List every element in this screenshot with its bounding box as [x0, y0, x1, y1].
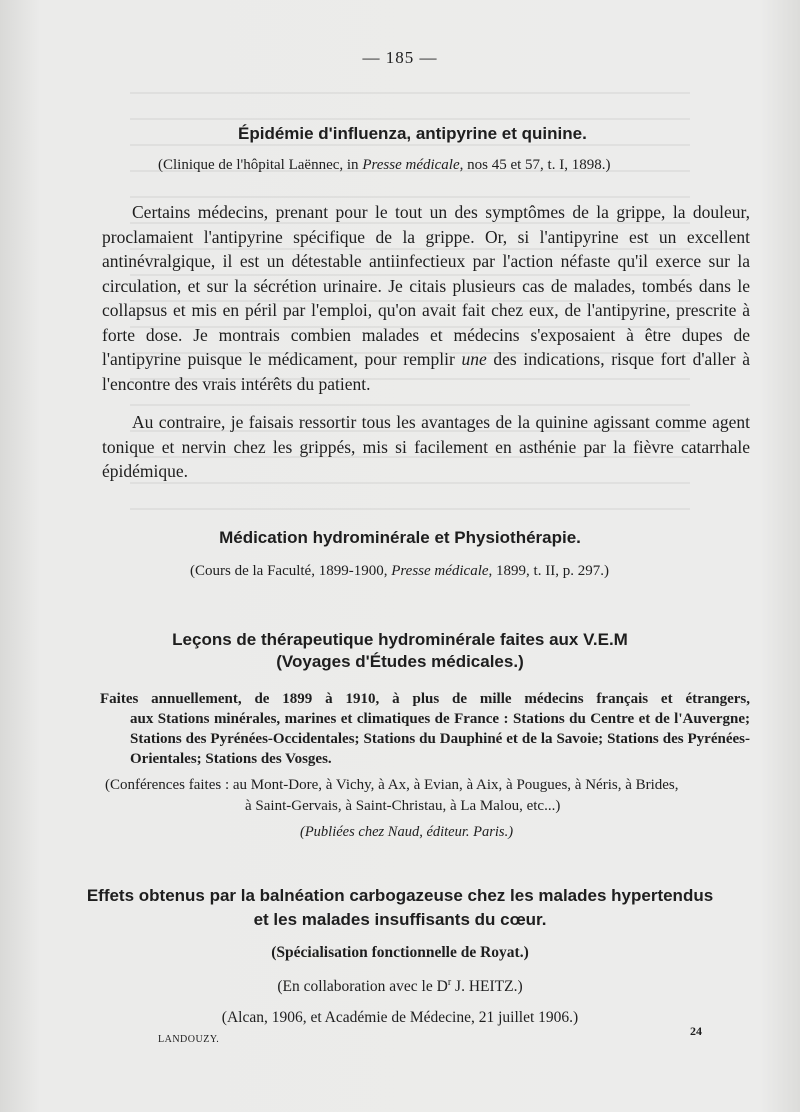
- signature-mark: 24: [690, 1024, 702, 1038]
- section-title-influenza: Épidémie d'influenza, antipyrine et quinine.: [238, 124, 587, 143]
- footer-author: LANDOUZY.: [158, 1034, 220, 1045]
- section-title-effets-line2: et les malades insuffisants du cœur.: [253, 910, 547, 929]
- paragraph-antipyrine: Certains médecins, prenant pour le tout un des symptômes de la grippe, la douleur, proclamaient l'antipyrine spécifique de la grippe. Or, si l'antipyrine est un excellent antinévralgique, il est un détestable antiinfectieux par l'action néfaste qu'il exerce sur la circulation, et sur la sécrétion urinaire. Je citais plusieurs cas de malades, tombés dans le collapsus et mis en péril par l'emploi, qu'on avait fait chez eux, de l'antipyrine, prescrite à forte dose. Je montrais combien malades et médecins s'exposaient à être dupes de l'antipyrine puisque le médicament, pour remplir une des indications, risque fort d'aller à l'encontre des vrais intérêts du patient.: [102, 202, 750, 394]
- citation-hydro: (Cours de la Faculté, 1899-1900, Presse médicale, 1899, t. II, p. 297.): [190, 563, 609, 579]
- conferences-line1: (Conférences faites : au Mont-Dore, à Vichy, à Ax, à Evian, à Aix, à Pougues, à Néris, à Brides,: [105, 777, 679, 793]
- paragraph-quinine: Au contraire, je faisais ressortir tous les avantages de la quinine agissant comme agent tonique et nervin chez les grippés, mis si facilement en asthénie par la fièvre catarrhale épidémique.: [102, 412, 750, 481]
- citation-influenza: (Clinique de l'hôpital Laënnec, in Presse médicale, nos 45 et 57, t. I, 1898.): [158, 157, 611, 173]
- section-subtitle-lecons: (Voyages d'Études médicales.): [276, 652, 524, 671]
- page-number: — 185 —: [362, 48, 438, 67]
- section-title-hydro: Médication hydrominérale et Physiothérapie.: [219, 528, 581, 547]
- section-title-effets-line1: Effets obtenus par la balnéation carbogazeuse chez les malades hypertendus: [86, 886, 714, 905]
- collaboration-note: (En collaboration avec le $D^r$ J. HEITZ.): [277, 977, 523, 996]
- specialisation-note: (Spécialisation fonctionnelle de Royat.): [271, 944, 529, 961]
- lecons-description-rest: aux Stations minérales, marines et climatiques de France : Stations du Centre et de l'Auvergne; Stations des Pyrénées-Occidentales; Stations du Dauphiné et de la Savoie; Stations des Pyrénées-Orientales; Stations des Vosges.: [130, 711, 750, 767]
- lecons-description: [100, 689, 750, 769]
- publisher-note: (Publiées chez Naud, éditeur. Paris.): [300, 824, 514, 840]
- section-title-lecons: Leçons de thérapeutique hydrominérale faites aux V.E.M: [172, 630, 628, 649]
- conferences-list: [105, 775, 750, 817]
- conferences-line2: à Saint-Gervais, à Saint-Christau, à La Malou, etc...): [245, 798, 561, 814]
- source-note: (Alcan, 1906, et Académie de Médecine, 21 juillet 1906.): [221, 1009, 579, 1026]
- lecons-description-line1: Faites annuellement, de 1899 à 1910, à plus de mille médecins français et étrangers,: [100, 691, 750, 707]
- section-title-effets: [0, 884, 800, 932]
